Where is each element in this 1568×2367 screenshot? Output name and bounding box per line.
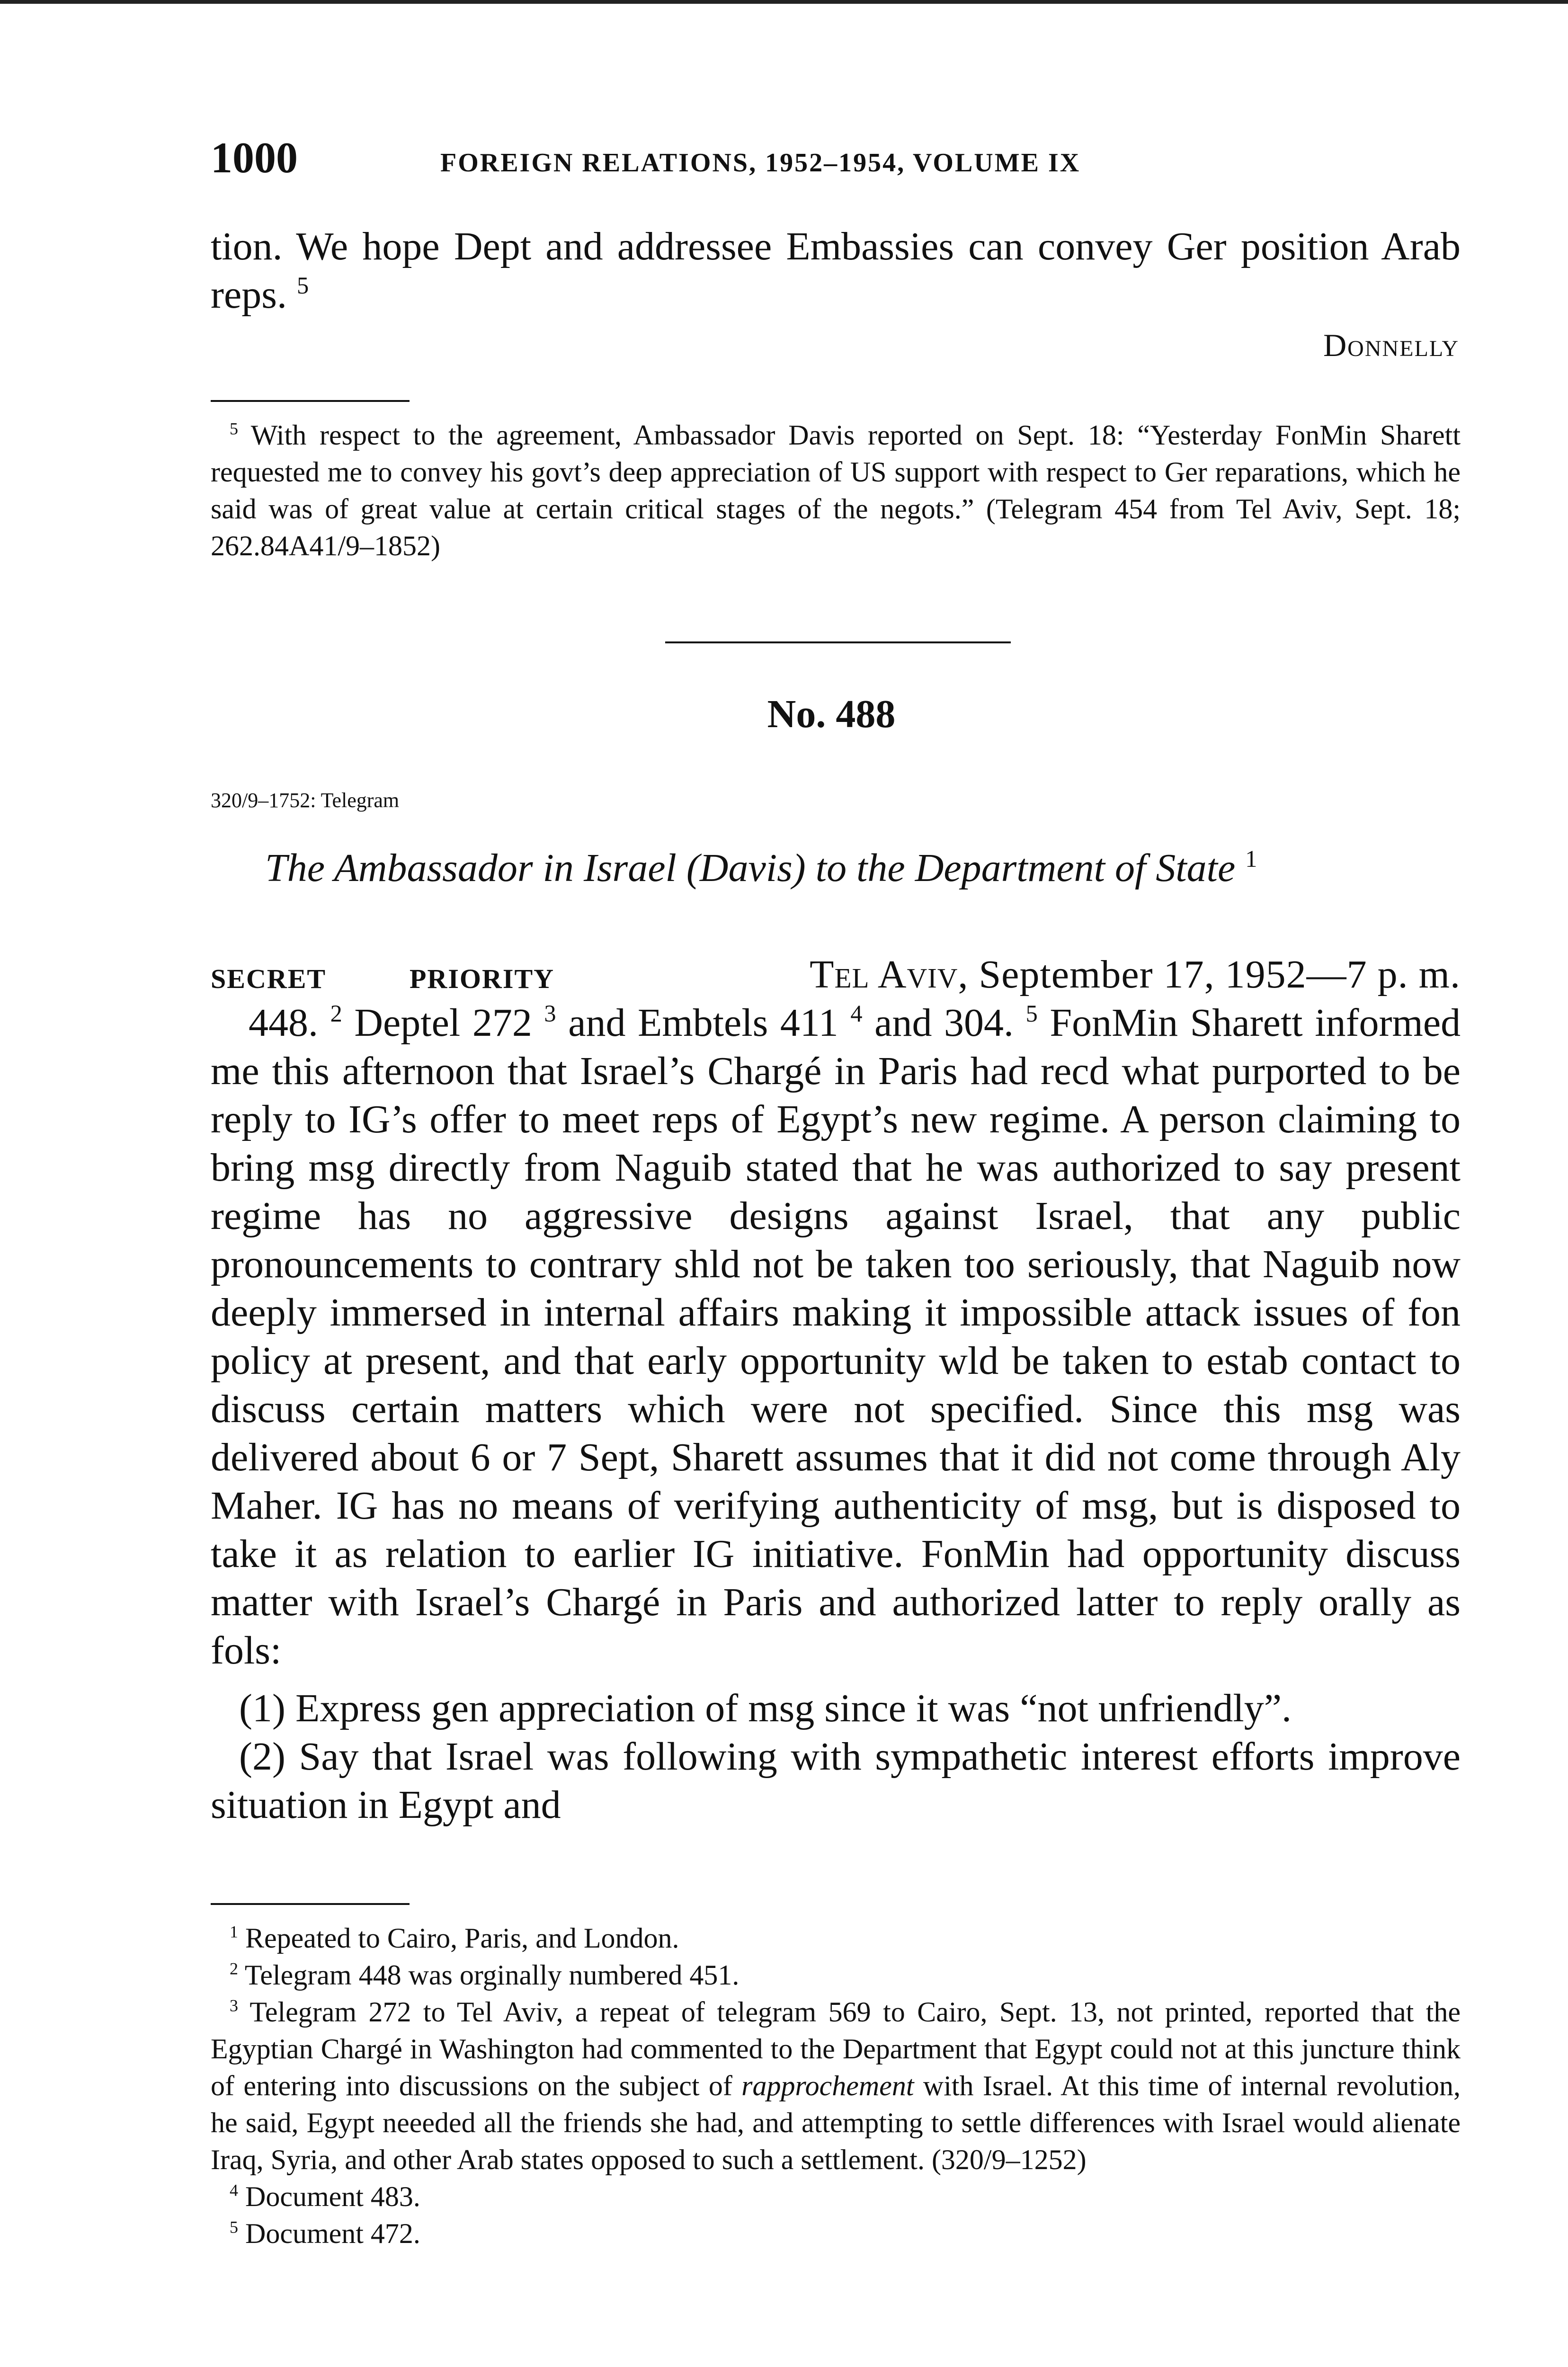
telegram-paragraph [211, 999, 1461, 1675]
continuation-footnote [211, 417, 1461, 564]
dateline-place: Tel Aviv [810, 952, 958, 997]
classification-line [211, 952, 1461, 999]
footnote-4 [211, 2178, 1461, 2215]
reference-embtel-304: and 304. [874, 1001, 1014, 1045]
footnote-2 [211, 1957, 1461, 1993]
footnote-text: Telegram 448 was orginally numbered 451. [244, 1959, 739, 1991]
footnote-ref: 1 [1245, 845, 1257, 872]
document-number: No. 488 [767, 692, 896, 736]
dateline-date: , September 17, 1952—7 p. m. [958, 952, 1461, 997]
footnote-text: With respect to the agreement, Ambassador Davis reported on Sept. 18: “Yesterday FonMin Sharett requested me to convey his govt’s deep appreciation of US support with respect to Ger reparations, which he said was of great value at certain critical stages of the negots.” (Telegram 454 from Tel Aviv, Sept. 18; 262.84A41/9–1852) [211, 419, 1461, 561]
signature-name: Donnelly [1323, 327, 1459, 363]
file-reference: 320/9–1752: Telegram [211, 789, 400, 812]
footnote-marker: 3 [230, 1996, 238, 2015]
reference-embtels: and Embtels 411 [568, 1001, 838, 1045]
running-head: FOREIGN RELATIONS, 1952–1954, VOLUME IX [440, 148, 1081, 178]
precedence-label: PRIORITY [410, 963, 555, 994]
page-edge-line [0, 0, 1568, 4]
classification-label: SECRET [211, 963, 327, 994]
footnote-3 [211, 1993, 1461, 2178]
footnote-5-paragraph [211, 417, 1461, 564]
footnote-divider [211, 400, 410, 402]
footnote-marker: 5 [230, 419, 238, 438]
page-number: 1000 [211, 133, 298, 182]
footnote-text: Repeated to Cairo, Paris, and London. [245, 1922, 679, 1954]
footnote-ref: 5 [1025, 1000, 1038, 1027]
continuation-text: tion. We hope Dept and addressee Embassies can convey Ger position Arab reps. [211, 224, 1461, 317]
section-divider [665, 641, 1011, 643]
dateline [810, 952, 1461, 997]
page-header [211, 133, 1461, 189]
footnote-text: Telegram 272 to Tel Aviv, a repeat of telegram 569 to Cairo, Sept. 13, not printed, reported that the Egyptian Chargé in Washington had commented to the Department that Egypt could not at this juncture think of entering into discussions on the subject of [211, 1996, 1461, 2101]
footnote-ref: 5 [296, 272, 309, 299]
footnote-italic-term: rapprochement [741, 2070, 914, 2101]
footnote-marker: 5 [230, 2217, 238, 2237]
footnote-1 [211, 1920, 1461, 1957]
footnote-text: with Israel. At this time of internal revolution, he said, Egypt neeeded all the friends she had, and attempting to settle differences with Israel would alienate Iraq, Syria, and other Arab states opposed to such a settlement. (320/9–1252) [211, 2070, 1461, 2175]
document-title-line [265, 845, 1257, 891]
document-title: The Ambassador in Israel (Davis) to the Department of State [265, 846, 1236, 890]
footnote-5 [211, 2215, 1461, 2252]
footnote-text: Document 472. [245, 2218, 420, 2249]
reference-deptel: Deptel 272 [354, 1001, 532, 1045]
continuation-paragraph [211, 222, 1461, 319]
telegram-body [211, 999, 1461, 1829]
footnote-divider [211, 1903, 410, 1905]
list-item: (2) Say that Israel was following with sympathetic interest efforts improve situation in Egypt and [211, 1735, 1461, 1827]
telegram-text: FonMin Sharett informed me this afternoon that Israel’s Chargé in Paris had recd what purported to be reply to IG’s offer to meet reps of Egypt’s new regime. A person claiming to bring msg directly from Naguib stated that he was authorized to say present regime has no aggressive designs against Israel, that any public pronouncements to contrary shld not be taken too seriously, that Naguib now deeply immersed in internal affairs making it impossible attack issues of fon policy at present, and that early opportunity wld be taken to estab contact to discuss certain matters which were not specified. Since this msg was delivered about 6 or 7 Sept, Sharett assumes that it did not come through Aly Maher. IG has no means of verifying authenticity of msg, but is disposed to take it as relation to earlier IG initiative. FonMin had opportunity discuss matter with Israel’s Chargé in Paris and authorized latter to reply orally as fols: [211, 1001, 1461, 1673]
footnote-marker: 2 [230, 1959, 238, 1978]
footnote-marker: 1 [230, 1922, 238, 1941]
footnote-marker: 4 [230, 2180, 238, 2200]
footnote-ref: 2 [330, 1000, 342, 1027]
footnote-ref: 3 [544, 1000, 556, 1027]
telegram-number: 448. [249, 1001, 318, 1045]
footnote-text: Document 483. [245, 2181, 420, 2212]
list-item: (1) Express gen appreciation of msg since it was “not unfriendly”. [239, 1686, 1292, 1730]
footnotes [211, 1920, 1461, 2252]
signature [1323, 327, 1459, 364]
footnote-ref: 4 [850, 1000, 863, 1027]
continuation-text-line [211, 222, 1461, 319]
